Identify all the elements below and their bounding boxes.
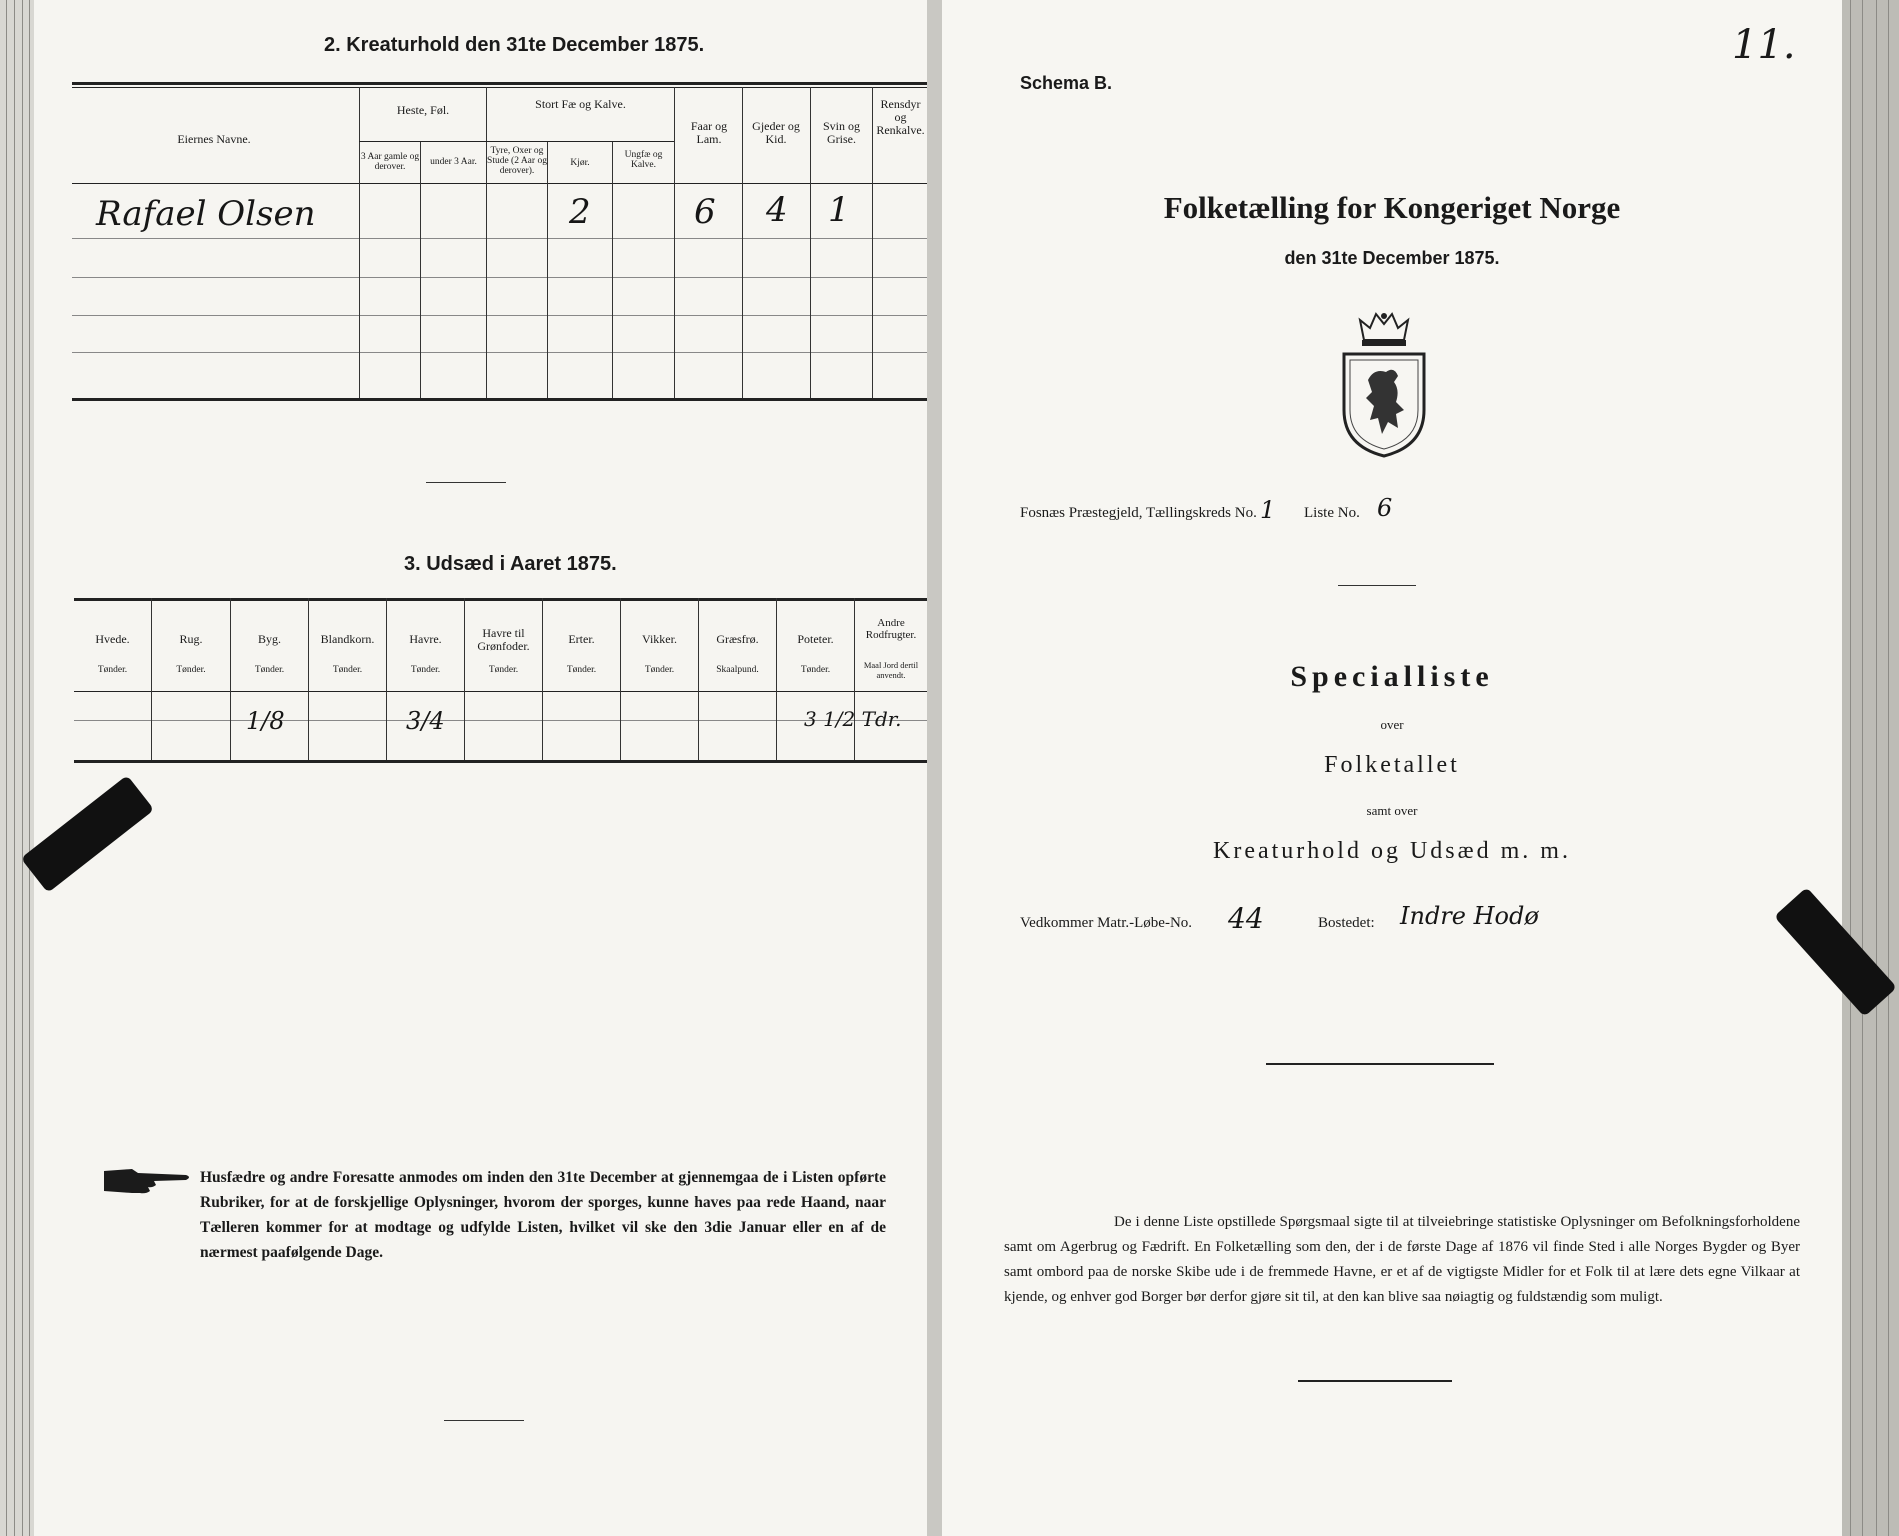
pigs-value: 1: [828, 190, 850, 230]
list-number: 6: [1377, 494, 1393, 522]
havre-value: 3/4: [406, 707, 445, 735]
district-number: 1: [1260, 496, 1276, 524]
right-page: [942, 0, 1842, 1536]
over-text-1: over: [1380, 717, 1404, 732]
sow-unit-9: Tønder.: [800, 665, 831, 675]
col-owner-header: Eiernes Navne.: [177, 132, 251, 146]
owner-name: Rafael Olsen: [96, 194, 316, 234]
col-cattle-sub3: Ungfæ og Kalve.: [624, 150, 663, 170]
sow-unit-5: Tønder.: [488, 665, 519, 675]
sow-col-rug: Rug.: [179, 632, 203, 646]
notice-text: Husfædre og andre Foresatte anmodes om inden den 31te December at gjennemgaa de i Listen opførte Rubriker, for at de forskjellige Oplysninger, hvorom der sporges, kunne haves paa rede Haand, naar Tælleren kommer for at modtage og udfylde Listen, hvilket vil ske den 3die Januar eller en af de nærmest paafølgende Dage.: [200, 1169, 886, 1261]
samt-over-text: samt over: [1366, 803, 1418, 818]
bosted-value: Indre Hodø: [1400, 902, 1539, 930]
sow-unit-1: Tønder.: [176, 665, 206, 675]
sow-unit-2: Tønder.: [254, 665, 285, 675]
sow-unit-7: Tønder.: [644, 665, 675, 675]
bosted-label: Bostedet:: [1318, 915, 1375, 931]
sow-col-andre: Andre Rodfrugter.: [865, 617, 917, 641]
footer-text: De i denne Liste opstillede Spørgsmaal sigte til at tilveiebringe statistiske Oplysninger om Befolkningsforholdene samt om Agerbrug og Fædrift. En Folketælling som den, der i de første Dage af 1876 vil finde Sted i alle Norges Bygder og Byer samt ombord paa de norske Skibe ude i de fremmede Havne, er et af de vigtigste Midler for et Folk til at lære dets egne Vilkaar at kjende, og enhver god Borger bør derfor gjøre sit til, at den kan blive saa nøiagtig og fuldstændig som muligt.: [1004, 1214, 1800, 1305]
sheep-value: 6: [694, 192, 716, 232]
sow-col-havre: Havre.: [409, 632, 442, 646]
page-number: 11.: [1732, 22, 1796, 68]
cows-value: 2: [569, 192, 591, 232]
section3-title: 3. Udsæd i Aaret 1875.: [404, 553, 617, 575]
byg-value: 1/8: [246, 707, 285, 735]
col-sheep-header: Faar og Lam.: [690, 119, 728, 146]
sow-unit-6: Tønder.: [566, 665, 597, 675]
col-horses-header: Heste, Føl.: [396, 103, 450, 117]
section2-title: 2. Kreaturhold den 31te December 1875.: [324, 34, 705, 56]
col-cattle-header: Stort Fæ og Kalve.: [535, 97, 626, 111]
col-horses-sub2: under 3 Aar.: [430, 157, 477, 167]
sow-col-havre-gronfoder: Havre til Grønfoder.: [477, 626, 530, 653]
sow-col-hvede: Hvede.: [95, 632, 130, 646]
sow-col-graesfro: Græsfrø.: [716, 632, 759, 646]
folketallet-title: Folketallet: [1324, 752, 1460, 778]
schema-label: Schema B.: [1020, 73, 1113, 93]
col-horses-sub1: 3 Aar gamle og derover.: [360, 152, 420, 172]
col-goats-header: Gjeder og Kid.: [752, 119, 800, 146]
book-gutter: [927, 0, 942, 1536]
col-pigs-header: Svin og Grise.: [822, 119, 860, 146]
sow-col-byg: Byg.: [257, 632, 281, 646]
norway-coat-of-arms-icon: [1338, 310, 1430, 458]
col-reindeer-header: Rensdyr og Renkalve.: [876, 97, 925, 137]
kreaturhold-title: Kreaturhold og Udsæd m. m.: [1213, 838, 1571, 864]
list-label: Liste No.: [1304, 505, 1360, 521]
sow-unit-0: Tønder.: [97, 665, 128, 675]
pointing-hand-icon: [102, 1163, 192, 1197]
sow-col-blandkorn: Blandkorn.: [320, 632, 375, 646]
parish-label: Fosnæs Præstegjeld, Tællingskreds No.: [1020, 505, 1257, 521]
sow-col-vikker: Vikker.: [642, 632, 677, 646]
matr-number: 44: [1228, 902, 1264, 935]
col-cattle-sub1: Tyre, Oxer og Stude (2 Aar og derover).: [487, 146, 547, 176]
specialliste-title: Specialliste: [1290, 660, 1494, 693]
poteter-value: 3 1/2 Tdr.: [804, 707, 902, 731]
book-edge-left: [0, 0, 34, 1536]
census-date: den 31te December 1875.: [1284, 248, 1500, 268]
book-edge-right: [1842, 0, 1899, 1536]
sow-unit-4: Tønder.: [410, 665, 441, 675]
sow-unit-3: Tønder.: [332, 665, 363, 675]
matr-label: Vedkommer Matr.-Løbe-No.: [1020, 915, 1193, 931]
sow-unit-8: Skaalpund.: [716, 665, 759, 675]
col-cattle-sub2: Kjør.: [570, 158, 590, 168]
sow-unit-10: Maal Jord dertil anvendt.: [863, 660, 919, 680]
goats-value: 4: [766, 190, 788, 230]
sow-col-erter: Erter.: [568, 632, 595, 646]
census-title: Folketælling for Kongeriget Norge: [1163, 190, 1621, 225]
left-page: [34, 0, 927, 1536]
sow-col-poteter: Poteter.: [797, 632, 834, 646]
